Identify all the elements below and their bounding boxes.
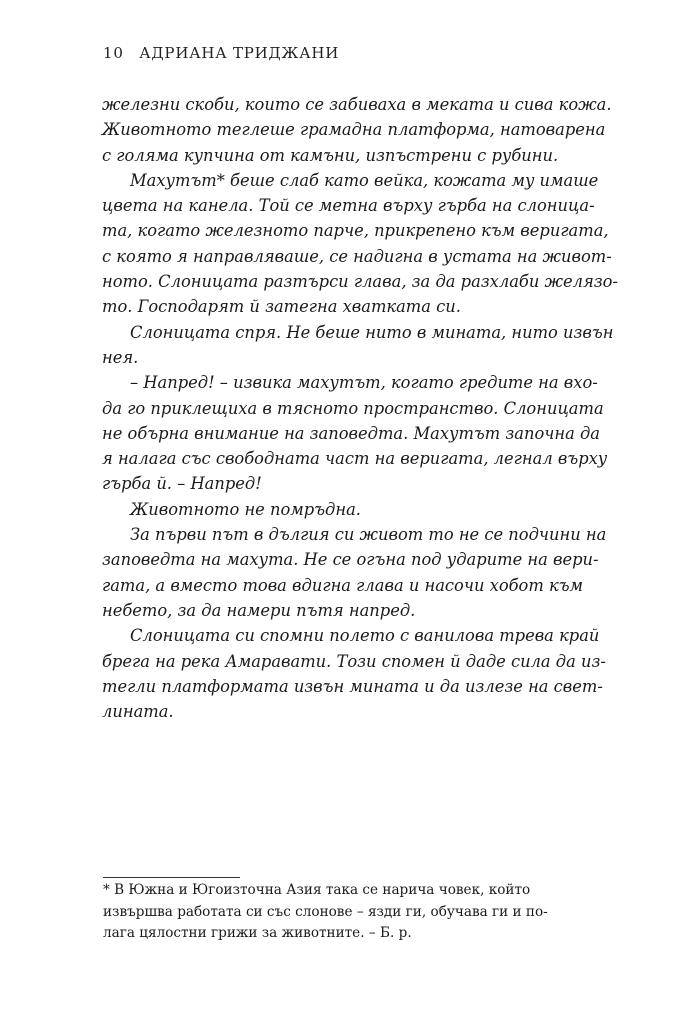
text-line: За първи път в дългия си живот то не се подчини на <box>130 525 607 545</box>
text-line: Слоницата си спомни полето с ванилова трева край <box>130 626 600 646</box>
footnote <box>103 880 603 945</box>
text-line: с голяма купчина от камъни, изпъстрени с рубини. <box>102 145 559 165</box>
page-number: 10 <box>103 44 124 62</box>
text-line: заповедта на махута. Не се огъна под ударите на вери- <box>102 550 599 570</box>
text-line: гърба й. – Напред! <box>102 474 262 494</box>
text-line: нея. <box>102 347 139 367</box>
text-line: цвета на канела. Той се метна върху гърба на слоница- <box>102 196 595 216</box>
text-line: небето, за да намери пътя напред. <box>102 600 416 620</box>
text-line: Животното не помръдна. <box>130 499 361 519</box>
footnote-line: извършва работата си със слонове – язди ги, обучава ги и по- <box>103 903 548 920</box>
text-line: – Напред! – извика махутът, когато гредите на вхо- <box>130 373 598 393</box>
footnote-line: лага цялостни грижи за животните. – Б. р. <box>103 925 412 941</box>
text-line: да го приклещиха в тясното пространство. Слоницата <box>102 398 604 418</box>
main-text <box>102 92 618 724</box>
text-line: я налага със свободната част на веригата, легнал върху <box>102 449 608 469</box>
text-line: то. Господарят й затегна хватката си. <box>102 297 461 317</box>
text-line: с която я направляваше, се надигна в устата на живот- <box>102 246 612 266</box>
text-line: не обърна внимание на заповедта. Махутът започна да <box>102 423 601 443</box>
text-line: тегли платформата извън мината и да излезе на свет- <box>102 676 603 696</box>
text-line: ното. Слоницата разтърси глава, за да разхлаби желязо- <box>102 272 618 292</box>
text-line: железни скоби, които се забиваха в меката и сива кожа. <box>102 95 612 114</box>
text-line: та, когато железното парче, прикрепено към веригата, <box>102 221 609 241</box>
text-line: гата, а вместо това вдигна глава и насочи хобот към <box>102 575 584 595</box>
text-line: Махутът* беше слаб като вейка, кожата му имаше <box>130 170 599 190</box>
text-line: лината. <box>102 702 174 722</box>
author-name: АДРИАНА ТРИДЖАНИ <box>139 44 340 62</box>
footnote-divider <box>103 877 240 878</box>
text-line: Слоницата спря. Не беше нито в мината, нито извън <box>130 322 614 342</box>
running-header <box>103 44 339 62</box>
text-line: брега на река Амаравати. Този спомен й даде сила да из- <box>102 651 606 671</box>
text-line: Животното теглеше грамадна платформа, натоварена <box>102 120 606 140</box>
footnote-line: * В Южна и Югоизточна Азия така се нарича човек, който <box>103 882 531 898</box>
